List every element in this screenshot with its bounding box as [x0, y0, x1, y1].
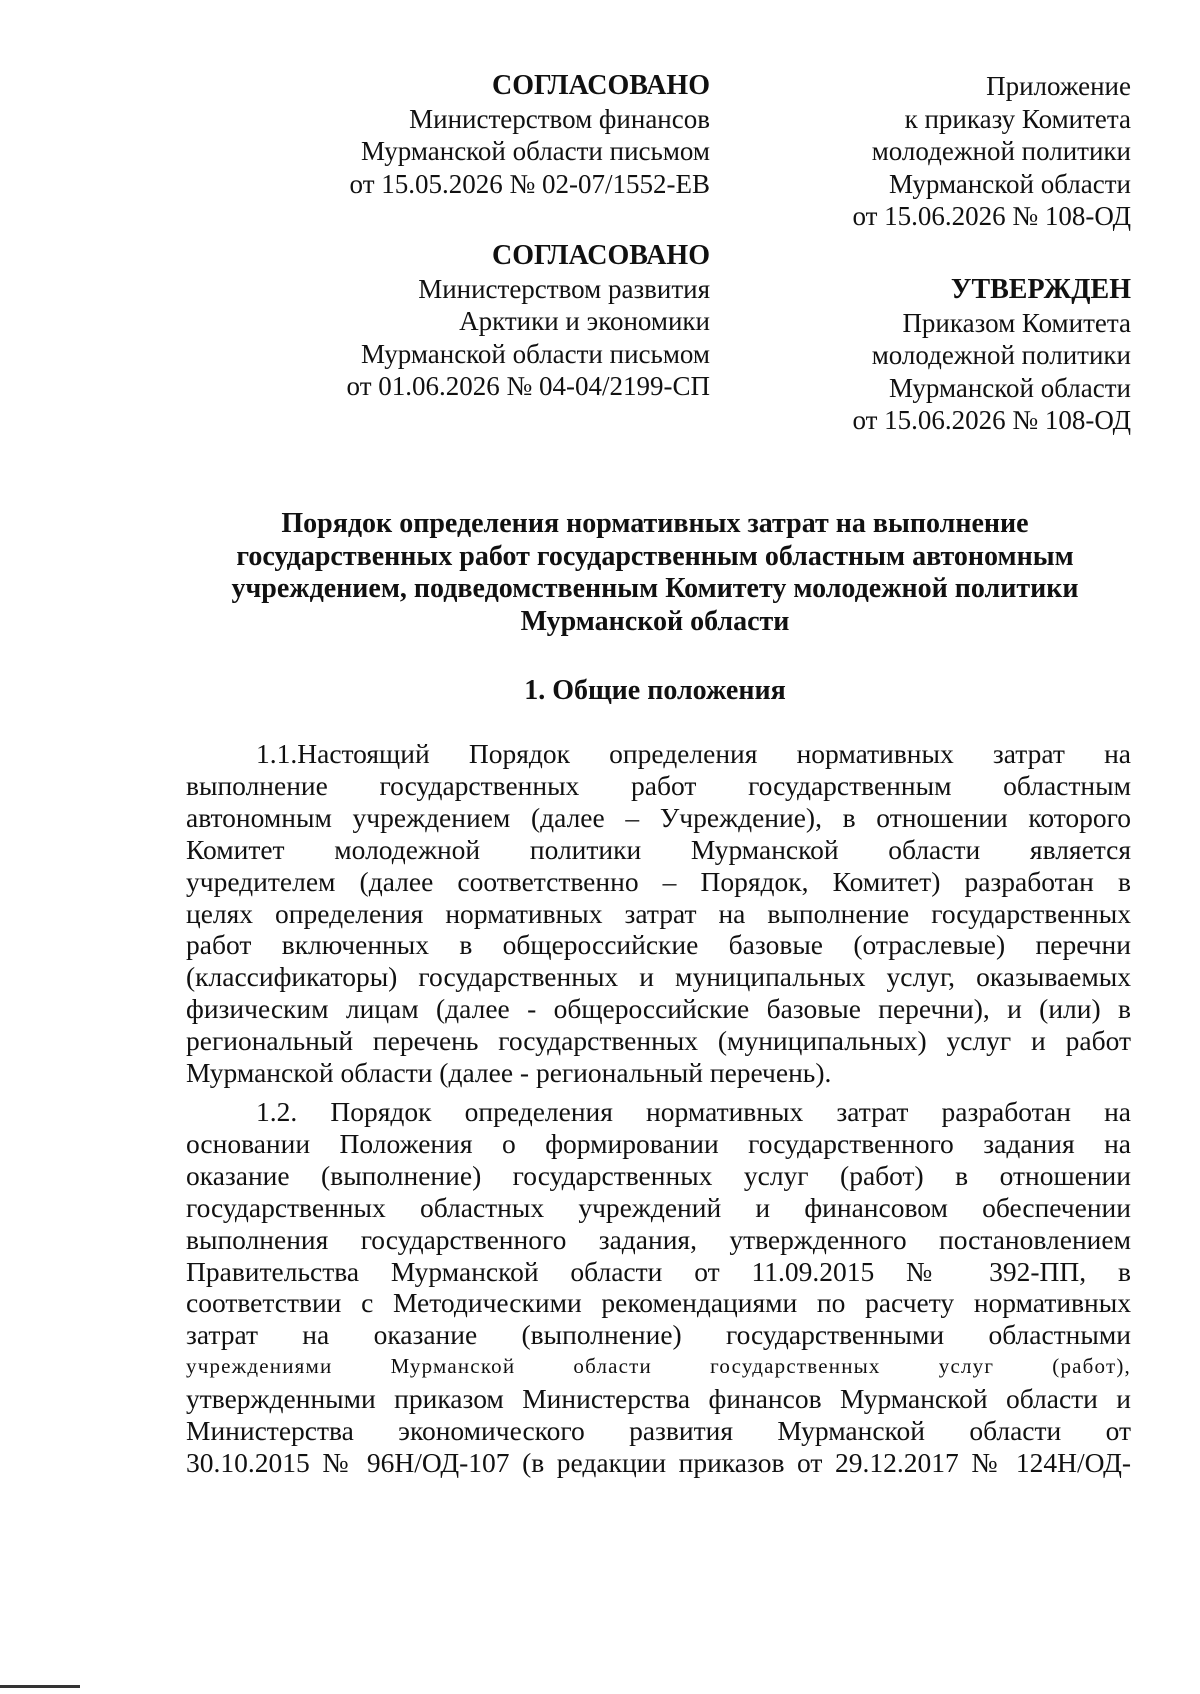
appendix-line: молодежной политики [871, 136, 1131, 166]
paragraph-line: Мурманской области (далее - региональный перечень). [186, 1057, 832, 1089]
paragraph-line: 30.10.2015 № 96Н/ОД-107 (в редакции приказов от 29.12.2017 № 124Н/ОД- [186, 1446, 1131, 1478]
approved-block [770, 274, 1131, 437]
agreed-arctic-block [280, 240, 710, 403]
paragraph-line: Правительства Мурманской области от 11.09.2015 № 392-ПП, в [186, 1255, 1131, 1287]
paragraph-line: оказание (выполнение) государственных услуг (работ) в отношении [186, 1159, 1131, 1191]
section-heading: 1. Общие положения [524, 675, 786, 706]
paragraph-line: выполнение государственных работ государственным областным [186, 769, 1131, 801]
paragraph-line: учредителем (далее соответственно – Порядок, Комитет) разработан в [186, 865, 1131, 897]
paragraph-line: выполнения государственного задания, утвержденного постановлением [186, 1223, 1131, 1255]
paragraph-line: учреждениями Мурманской области государственных услуг (работ), [186, 1354, 1131, 1379]
agreed-finance-block [280, 70, 710, 200]
appendix-block [770, 70, 1131, 233]
paragraph-1-1 [186, 738, 1131, 1089]
title-line: государственных работ государственным областным автономным [236, 540, 1074, 572]
agreed-finance-heading: СОГЛАСОВАНО [492, 70, 710, 101]
paragraph-line: автономным учреждением (далее – Учреждение), в отношении которого [186, 801, 1131, 833]
paragraph-line: государственных областных учреждений и финансовом обеспечении [186, 1191, 1131, 1223]
approved-line: Мурманской области [889, 372, 1131, 403]
title-line: Порядок определения нормативных затрат на выполнение [281, 508, 1029, 539]
paragraph-line: утвержденными приказом Министерства финансов Мурманской области и [186, 1383, 1131, 1415]
paragraph-line: 1.1.Настоящий Порядок определения нормативных затрат на [256, 738, 1131, 769]
footer-rule [0, 1685, 80, 1688]
agreed-arctic-line: Арктики и экономики [459, 306, 710, 336]
document-title [160, 508, 1150, 638]
approved-line: молодежной политики [871, 340, 1131, 370]
agreed-arctic-heading: СОГЛАСОВАНО [492, 240, 710, 271]
appendix-line: к приказу Комитета [904, 103, 1131, 134]
appendix-line: Мурманской области [889, 168, 1131, 199]
title-line: учреждением, подведомственным Комитету молодежной политики [231, 573, 1079, 604]
title-line: Мурманской области [520, 605, 790, 637]
paragraph-line: работ включенных в общероссийские базовые (отраслевые) перечни [186, 929, 1131, 961]
agreed-finance-line: от 15.05.2026 № 02-07/1552-ЕВ [349, 168, 710, 199]
agreed-finance-line: Мурманской области письмом [360, 136, 710, 166]
appendix-line: от 15.06.2026 № 108-ОД [852, 201, 1131, 231]
paragraph-line: соответствии с Методическими рекомендациями по расчету нормативных [186, 1287, 1131, 1319]
paragraph-line: (классификаторы) государственных и муниципальных услуг, оказываемых [186, 961, 1131, 993]
paragraph-1-2 [186, 1096, 1131, 1479]
agreed-arctic-line: Министерством развития [418, 273, 710, 304]
approved-line: от 15.06.2026 № 108-ОД [852, 405, 1131, 435]
agreed-arctic-line: Мурманской области письмом [360, 338, 710, 369]
paragraph-line: 1.2. Порядок определения нормативных затрат разработан на [256, 1096, 1131, 1127]
appendix-line: Приложение [986, 71, 1131, 101]
paragraph-line: Комитет молодежной политики Мурманской области является [186, 833, 1131, 865]
approved-line: Приказом Комитета [902, 307, 1131, 338]
approved-heading: УТВЕРЖДЕН [950, 274, 1131, 305]
paragraph-line: основании Положения о формировании государственного задания на [186, 1127, 1131, 1159]
paragraph-line: целях определения нормативных затрат на выполнение государственных [186, 897, 1131, 929]
paragraph-line: физическим лицам (далее - общероссийские базовые перечни), и (или) в [186, 993, 1131, 1025]
paragraph-line: Министерства экономического развития Мурманской области от [186, 1415, 1131, 1447]
agreed-arctic-line: от 01.06.2026 № 04-04/2199-СП [346, 371, 710, 401]
agreed-finance-line: Министерством финансов [409, 103, 710, 134]
paragraph-line: затрат на оказание (выполнение) государственными областными [186, 1319, 1131, 1351]
paragraph-line: региональный перечень государственных (муниципальных) услуг и работ [186, 1025, 1131, 1057]
